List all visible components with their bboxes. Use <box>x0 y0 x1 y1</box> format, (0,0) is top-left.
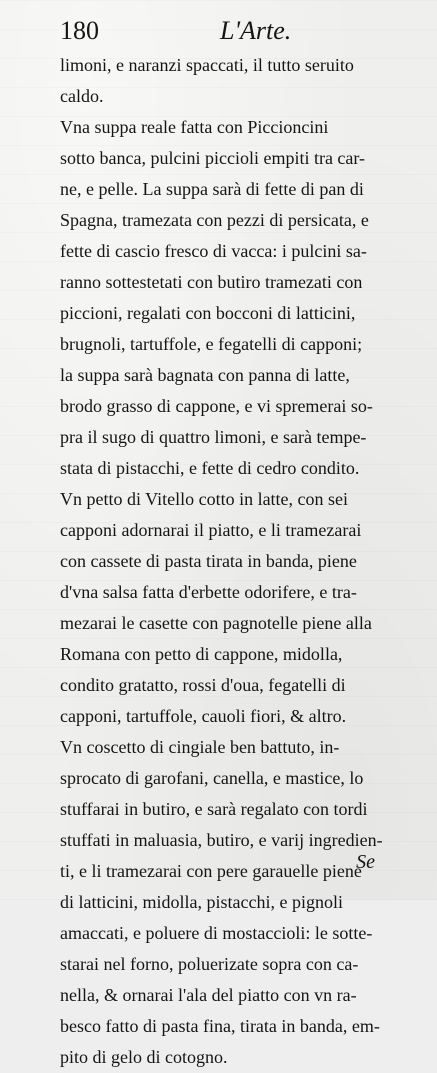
text-line: ti, e li tramezarai con pere garauelle piene <box>60 861 362 881</box>
text-line: pra il sugo di quattro limoni, e sarà tempe- <box>60 427 367 447</box>
text-line: Spagna, tramezata con pezzi di persicata, e <box>60 210 369 230</box>
text-line: sotto banca, pulcini piccioli empiti tra car- <box>60 148 366 168</box>
text-line: caldo. <box>60 86 104 106</box>
page-header <box>60 16 419 46</box>
text-line: brodo grasso di cappone, e vi spremerai so- <box>60 396 373 416</box>
text-line: stuffati in maluasia, butiro, e varij ingredien- <box>60 830 383 850</box>
text-line: brugnoli, tartuffole, e fegatelli di capponi; <box>60 334 363 354</box>
text-line: sprocato di garofani, canella, e mastice, lo <box>60 768 364 788</box>
text-line: ne, e pelle. La suppa sarà di fette di pan di <box>60 179 364 199</box>
text-line: Romana con petto di cappone, midolla, <box>60 644 343 664</box>
text-line: di latticini, midolla, pistacchi, e pignoli <box>60 892 343 912</box>
text-line: d'vna salsa fatta d'erbette odorifere, e tra- <box>60 582 357 602</box>
text-line: pito di gelo di cotogno. <box>60 1047 228 1067</box>
text-line: la suppa sarà bagnata con panna di latte, <box>60 365 350 385</box>
catchword: Se <box>356 851 375 873</box>
text-line: stuffarai in butiro, e sarà regalato con tordi <box>60 799 368 819</box>
recipe-text <box>60 50 425 1073</box>
text-line: mezarai le casette con pagnotelle piene alla <box>60 613 372 633</box>
text-line: con cassete di pasta tirata in banda, piene <box>60 551 357 571</box>
text-line: nella, & ornarai l'ala del piatto con vn ra- <box>60 985 357 1005</box>
text-line: capponi, tartuffole, cauoli fiori, & altro. <box>60 706 347 726</box>
running-head: L'Arte. <box>220 16 292 45</box>
text-line: ranno sottestetati con butiro tramezati con <box>60 272 363 292</box>
text-line: Vn petto di Vitello cotto in latte, con sei <box>60 489 349 509</box>
text-line: besco fatto di pasta fina, tirata in banda, em- <box>60 1016 380 1036</box>
page-number: 180 <box>60 16 99 45</box>
text-line: limoni, e naranzi spaccati, il tutto seruito <box>60 55 354 75</box>
text-line: piccioni, regalati con bocconi di latticini, <box>60 303 356 323</box>
text-line: fette di cascio fresco di vacca: i pulcini sa- <box>60 241 367 261</box>
text-line: Vna suppa reale fatta con Piccioncini <box>60 117 329 137</box>
text-line: capponi adornarai il piatto, e li tramezarai <box>60 520 362 540</box>
text-line: stata di pistacchi, e fette di cedro condito. <box>60 458 360 478</box>
text-line: Vn coscetto di cingiale ben battuto, in- <box>60 737 340 757</box>
text-line: condito gratatto, rossi d'oua, fegatelli di <box>60 675 346 695</box>
text-line: amaccati, e poluere di mostaccioli: le sotte- <box>60 923 373 943</box>
text-line: starai nel forno, poluerizate sopra con ca- <box>60 954 359 974</box>
